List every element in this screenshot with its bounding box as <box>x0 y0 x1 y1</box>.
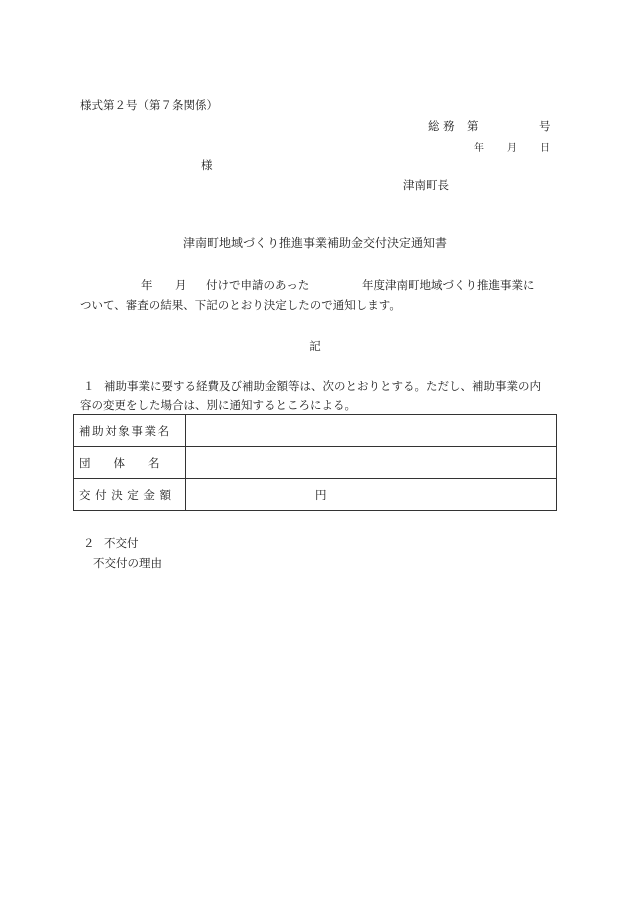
section2-number: ２ <box>83 536 95 550</box>
table-row <box>74 479 557 511</box>
date-day: 日 <box>540 143 550 154</box>
body-year: 年 <box>141 278 153 292</box>
reference-dept: 総 務 <box>428 119 455 133</box>
table-value <box>186 447 557 479</box>
reference-go: 号 <box>539 119 551 133</box>
table-label: 補助対象事業名 <box>74 415 186 447</box>
table-label: 団 体 名 <box>74 447 186 479</box>
body-text-line1: 年度津南町地域づくり推進事業に <box>362 278 535 292</box>
table-row <box>74 415 557 447</box>
addressee-suffix: 様 <box>201 158 213 172</box>
form-number: 様式第２号（第７条関係） <box>80 98 218 112</box>
body-text-line2: ついて、審査の結果、下記のとおり決定したので通知します。 <box>80 298 401 312</box>
reference-dai: 第 <box>467 119 479 133</box>
section1-number: １ <box>83 379 95 393</box>
table-row <box>74 447 557 479</box>
date-month: 月 <box>507 143 517 154</box>
table-label: 交付決定金額 <box>74 479 186 511</box>
issuer: 津南町長 <box>403 178 449 192</box>
section1-text-line1: 補助事業に要する経費及び補助金額等は、次のとおりとする。ただし、補助事業の内 <box>104 379 541 393</box>
date-year: 年 <box>474 143 484 154</box>
body-month: 月 <box>175 278 187 292</box>
section2-reason: 不交付の理由 <box>93 556 162 570</box>
document-title: 津南町地域づくり推進事業補助金交付決定通知書 <box>182 236 447 250</box>
subsidy-table <box>73 414 557 511</box>
section1-text-line2: 容の変更をした場合は、別に通知するところによる。 <box>80 398 356 412</box>
ki-heading: 記 <box>309 339 321 353</box>
section2-heading: 不交付 <box>104 536 139 550</box>
table-value <box>186 479 557 511</box>
yen-unit: 円 <box>315 487 327 502</box>
body-applied-text: 付けで申請のあった <box>206 278 310 292</box>
table-value <box>186 415 557 447</box>
